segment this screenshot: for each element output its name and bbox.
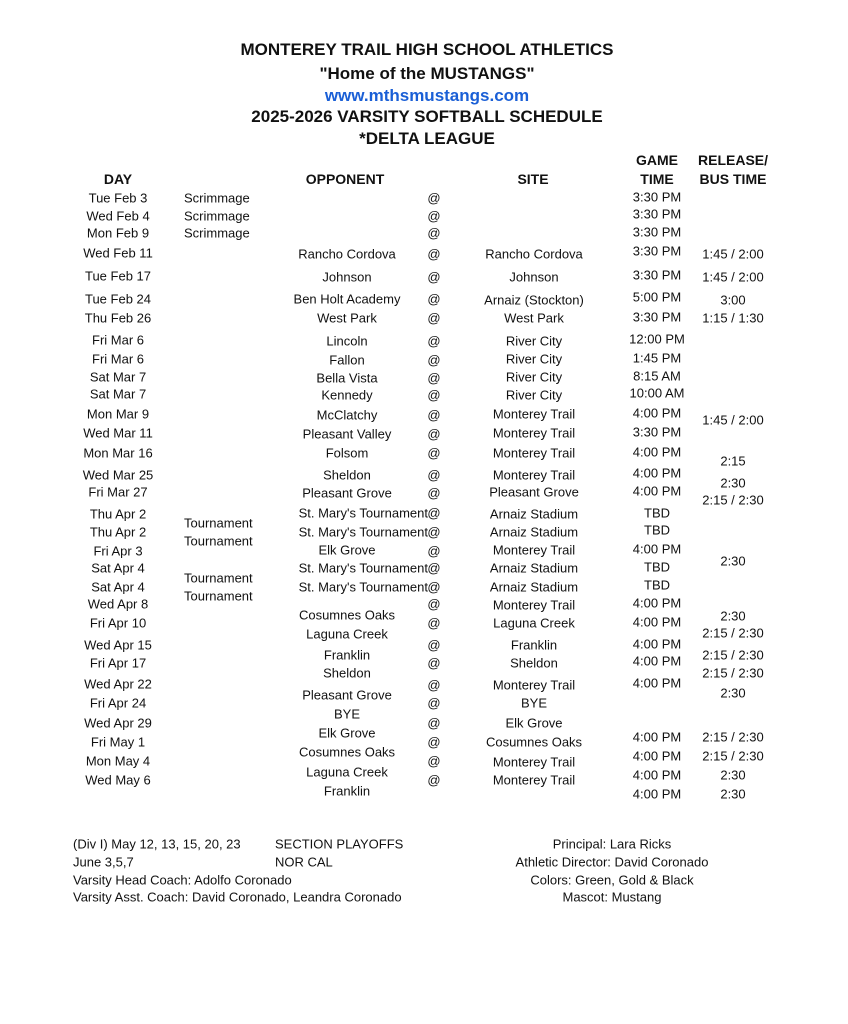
game-time-cell: 3:30 PM: [632, 243, 682, 259]
header-day: DAY: [103, 171, 133, 187]
game-time-cell: 1:45 PM: [632, 350, 682, 366]
day-cell: Wed Apr 8: [87, 596, 149, 612]
header-game: GAME: [636, 152, 678, 168]
opponent-cell: West Park: [317, 310, 377, 326]
at-symbol: @: [427, 407, 441, 423]
note-cell: Scrimmage: [184, 225, 250, 241]
opponent-cell: Kennedy: [321, 387, 373, 403]
game-time-cell: 8:15 AM: [633, 368, 681, 384]
at-symbol: @: [427, 208, 441, 224]
day-cell: Wed Apr 15: [84, 637, 152, 653]
site-cell: Rancho Cordova: [485, 246, 583, 262]
opponent-cell: Laguna Creek: [306, 764, 388, 780]
at-symbol: @: [427, 772, 441, 788]
day-cell: Mon May 4: [85, 753, 151, 769]
header-opponent: OPPONENT: [305, 171, 385, 187]
site-cell: Elk Grove: [505, 715, 563, 731]
at-symbol: @: [427, 753, 441, 769]
release-time-cell: 2:15 / 2:30: [702, 729, 764, 745]
game-time-cell: TBD: [644, 559, 670, 575]
at-symbol: @: [427, 426, 441, 442]
site-cell: Monterey Trail: [492, 542, 576, 558]
site-cell: Franklin: [510, 637, 558, 653]
note-cell: Tournament: [184, 588, 253, 604]
day-cell: Tue Feb 17: [84, 268, 152, 284]
at-symbol: @: [427, 615, 441, 631]
site-cell: West Park: [504, 310, 564, 326]
site-cell: Laguna Creek: [493, 615, 575, 631]
header-release: RELEASE/: [697, 152, 769, 168]
day-cell: Sat Apr 4: [91, 560, 145, 576]
site-cell: River City: [505, 333, 563, 349]
footer-left-line: (Div I) May 12, 13, 15, 20, 23: [73, 836, 241, 852]
release-time-cell: 2:30: [720, 786, 746, 802]
site-cell: Sheldon: [510, 655, 558, 671]
at-symbol: @: [427, 637, 441, 653]
site-cell: Arnaiz (Stockton): [484, 292, 584, 308]
day-cell: Fri Apr 3: [93, 543, 143, 559]
day-cell: Fri Apr 17: [89, 655, 147, 671]
at-symbol: @: [427, 485, 441, 501]
at-symbol: @: [427, 269, 441, 285]
opponent-cell: Pleasant Grove: [302, 687, 392, 703]
school-title: MONTEREY TRAIL HIGH SCHOOL ATHLETICS: [240, 40, 614, 59]
day-cell: Fri Mar 6: [92, 332, 144, 348]
header-time: TIME: [640, 171, 674, 187]
at-symbol: @: [427, 695, 441, 711]
opponent-cell: Cosumnes Oaks: [298, 607, 396, 623]
opponent-cell: Johnson: [322, 269, 372, 285]
footer-left-line: Varsity Head Coach: Adolfo Coronado: [73, 872, 292, 888]
footer-right-line: Athletic Director: David Coronado: [515, 854, 709, 870]
site-cell: River City: [505, 369, 563, 385]
at-symbol: @: [427, 524, 441, 540]
release-time-cell: 2:30: [720, 475, 746, 491]
site-cell: Arnaiz Stadium: [489, 506, 579, 522]
day-cell: Mon Mar 9: [86, 406, 150, 422]
site-cell: Johnson: [509, 269, 559, 285]
opponent-cell: Bella Vista: [316, 370, 378, 386]
game-time-cell: 3:30 PM: [632, 309, 682, 325]
day-cell: Sat Mar 7: [89, 369, 147, 385]
opponent-cell: Laguna Creek: [306, 626, 388, 642]
site-cell: Monterey Trail: [492, 425, 576, 441]
opponent-cell: St. Mary's Tournament: [298, 505, 428, 521]
day-cell: Wed Apr 29: [84, 715, 152, 731]
game-time-cell: 4:00 PM: [632, 786, 682, 802]
release-time-cell: 2:30: [720, 608, 746, 624]
game-time-cell: 4:00 PM: [632, 483, 682, 499]
game-time-cell: 4:00 PM: [632, 729, 682, 745]
day-cell: Wed May 6: [85, 772, 151, 788]
game-time-cell: 4:00 PM: [632, 748, 682, 764]
site-cell: River City: [505, 351, 563, 367]
day-cell: Thu Feb 26: [84, 310, 152, 326]
site-cell: Monterey Trail: [492, 677, 576, 693]
opponent-cell: St. Mary's Tournament: [298, 579, 428, 595]
footer-left-line: June 3,5,7: [73, 854, 134, 870]
note-cell: Tournament: [184, 515, 253, 531]
game-time-cell: 4:00 PM: [632, 675, 682, 691]
opponent-cell: Rancho Cordova: [298, 246, 396, 262]
opponent-cell: McClatchy: [316, 407, 378, 423]
release-time-cell: 2:30: [720, 685, 746, 701]
game-time-cell: 3:30 PM: [632, 189, 682, 205]
site-cell: Arnaiz Stadium: [489, 560, 579, 576]
day-cell: Fri Mar 27: [88, 484, 148, 500]
game-time-cell: 4:00 PM: [632, 767, 682, 783]
note-cell: Tournament: [184, 570, 253, 586]
day-cell: Sat Mar 7: [89, 386, 147, 402]
site-cell: Monterey Trail: [492, 772, 576, 788]
day-cell: Fri Mar 6: [92, 351, 144, 367]
opponent-cell: Fallon: [329, 352, 365, 368]
at-symbol: @: [427, 543, 441, 559]
footer-right-line: Colors: Green, Gold & Black: [530, 872, 694, 888]
day-cell: Tue Feb 3: [88, 190, 148, 206]
game-time-cell: TBD: [644, 577, 670, 593]
game-time-cell: 3:30 PM: [632, 206, 682, 222]
opponent-cell: Folsom: [325, 445, 369, 461]
game-time-cell: 12:00 PM: [629, 331, 685, 347]
at-symbol: @: [427, 596, 441, 612]
game-time-cell: 5:00 PM: [632, 289, 682, 305]
game-time-cell: 4:00 PM: [632, 614, 682, 630]
game-time-cell: 4:00 PM: [632, 405, 682, 421]
schedule-title: 2025-2026 VARSITY SOFTBALL SCHEDULE: [251, 107, 603, 126]
at-symbol: @: [427, 333, 441, 349]
at-symbol: @: [427, 291, 441, 307]
at-symbol: @: [427, 352, 441, 368]
game-time-cell: TBD: [644, 505, 670, 521]
header-bus-time: BUS TIME: [699, 171, 767, 187]
note-cell: Scrimmage: [184, 190, 250, 206]
site-cell: Monterey Trail: [492, 754, 576, 770]
footer-playoff-line: NOR CAL: [275, 854, 333, 870]
day-cell: Wed Mar 11: [83, 425, 153, 441]
day-cell: Fri Apr 10: [89, 615, 147, 631]
release-time-cell: 2:15 / 2:30: [702, 492, 764, 508]
day-cell: Sat Apr 4: [91, 579, 145, 595]
at-symbol: @: [427, 310, 441, 326]
release-time-cell: 1:45 / 2:00: [702, 246, 764, 262]
site-cell: Arnaiz Stadium: [489, 524, 579, 540]
opponent-cell: Pleasant Valley: [302, 426, 392, 442]
header-site: SITE: [517, 171, 549, 187]
game-time-cell: 3:30 PM: [632, 224, 682, 240]
school-motto: "Home of the MUSTANGS": [319, 64, 535, 83]
game-time-cell: 4:00 PM: [632, 444, 682, 460]
at-symbol: @: [427, 655, 441, 671]
day-cell: Mon Feb 9: [86, 225, 150, 241]
opponent-cell: Pleasant Grove: [302, 485, 392, 501]
day-cell: Tue Feb 24: [84, 291, 152, 307]
game-time-cell: 4:00 PM: [632, 595, 682, 611]
site-cell: BYE: [520, 695, 548, 711]
game-time-cell: 10:00 AM: [629, 385, 685, 401]
at-symbol: @: [427, 579, 441, 595]
site-cell: Monterey Trail: [492, 597, 576, 613]
game-time-cell: 3:30 PM: [632, 267, 682, 283]
opponent-cell: Sheldon: [323, 665, 371, 681]
site-cell: Pleasant Grove: [489, 484, 579, 500]
league-title: *DELTA LEAGUE: [359, 129, 495, 148]
release-time-cell: 2:30: [720, 553, 746, 569]
opponent-cell: St. Mary's Tournament: [298, 560, 428, 576]
at-symbol: @: [427, 677, 441, 693]
game-time-cell: 3:30 PM: [632, 424, 682, 440]
release-time-cell: 2:30: [720, 767, 746, 783]
game-time-cell: 4:00 PM: [632, 636, 682, 652]
opponent-cell: Ben Holt Academy: [293, 291, 401, 307]
opponent-cell: Cosumnes Oaks: [298, 744, 396, 760]
opponent-cell: Sheldon: [323, 467, 371, 483]
game-time-cell: 4:00 PM: [632, 465, 682, 481]
day-cell: Wed Feb 11: [83, 245, 153, 261]
website-link[interactable]: www.mthsmustangs.com: [324, 86, 530, 105]
site-cell: Arnaiz Stadium: [489, 579, 579, 595]
day-cell: Mon Mar 16: [83, 445, 153, 461]
opponent-cell: BYE: [333, 706, 361, 722]
day-cell: Wed Mar 25: [82, 467, 154, 483]
at-symbol: @: [427, 225, 441, 241]
release-time-cell: 2:15 / 2:30: [702, 748, 764, 764]
day-cell: Thu Apr 2: [89, 524, 147, 540]
site-cell: Monterey Trail: [492, 467, 576, 483]
footer-left-line: Varsity Asst. Coach: David Coronado, Leandra Coronado: [73, 889, 402, 905]
at-symbol: @: [427, 715, 441, 731]
release-time-cell: 2:15: [720, 453, 746, 469]
opponent-cell: St. Mary's Tournament: [298, 524, 428, 540]
at-symbol: @: [427, 467, 441, 483]
at-symbol: @: [427, 190, 441, 206]
note-cell: Tournament: [184, 533, 253, 549]
note-cell: Scrimmage: [184, 208, 250, 224]
day-cell: Fri Apr 24: [89, 695, 147, 711]
site-cell: Monterey Trail: [492, 445, 576, 461]
day-cell: Wed Feb 4: [86, 208, 150, 224]
day-cell: Thu Apr 2: [89, 506, 147, 522]
site-cell: Monterey Trail: [492, 406, 576, 422]
release-time-cell: 2:15 / 2:30: [702, 647, 764, 663]
at-symbol: @: [427, 734, 441, 750]
at-symbol: @: [427, 246, 441, 262]
release-time-cell: 3:00: [720, 292, 746, 308]
at-symbol: @: [427, 505, 441, 521]
day-cell: Fri May 1: [90, 734, 146, 750]
release-time-cell: 1:15 / 1:30: [702, 310, 764, 326]
footer-right-line: Mascot: Mustang: [562, 889, 662, 905]
day-cell: Wed Apr 22: [84, 676, 152, 692]
opponent-cell: Elk Grove: [318, 542, 376, 558]
at-symbol: @: [427, 445, 441, 461]
at-symbol: @: [427, 560, 441, 576]
at-symbol: @: [427, 387, 441, 403]
release-time-cell: 1:45 / 2:00: [702, 269, 764, 285]
opponent-cell: Franklin: [323, 647, 371, 663]
footer-playoff-line: SECTION PLAYOFFS: [275, 836, 404, 852]
opponent-cell: Lincoln: [326, 333, 368, 349]
footer-right-line: Principal: Lara Ricks: [552, 836, 672, 852]
game-time-cell: TBD: [644, 522, 670, 538]
release-time-cell: 1:45 / 2:00: [702, 412, 764, 428]
opponent-cell: Franklin: [323, 783, 371, 799]
release-time-cell: 2:15 / 2:30: [702, 625, 764, 641]
release-time-cell: 2:15 / 2:30: [702, 665, 764, 681]
site-cell: River City: [505, 387, 563, 403]
game-time-cell: 4:00 PM: [632, 653, 682, 669]
opponent-cell: Elk Grove: [318, 725, 376, 741]
at-symbol: @: [427, 370, 441, 386]
game-time-cell: 4:00 PM: [632, 541, 682, 557]
site-cell: Cosumnes Oaks: [485, 734, 583, 750]
